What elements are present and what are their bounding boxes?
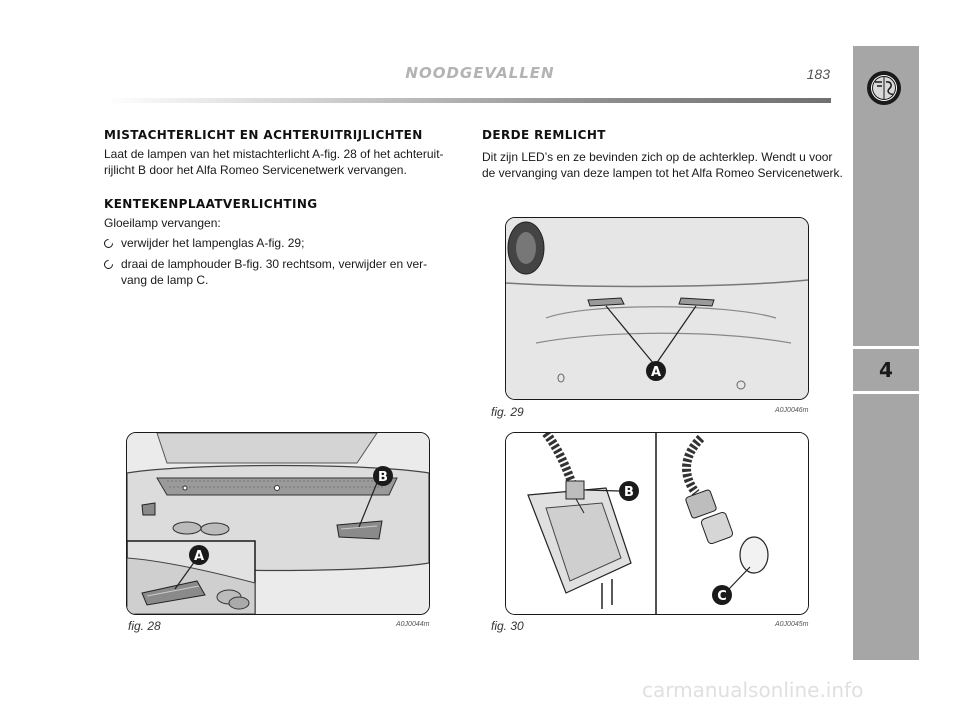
figure-label: fig. 29 [491, 405, 524, 419]
figure-label: fig. 30 [491, 619, 524, 633]
callout-a: A [193, 549, 205, 564]
section-heading-third-brake-light: DERDE REMLICHT [482, 128, 606, 142]
paragraph-line: Dit zijn LED’s en ze bevinden zich op de achterklep. Wendt u voor [482, 150, 833, 164]
callout-b: B [378, 470, 388, 485]
tab-separator [853, 391, 919, 394]
callout-c: C [717, 589, 727, 604]
license-plate-illustration [506, 218, 808, 399]
figure-29-license-plate-area [505, 217, 809, 400]
bullet-icon [102, 237, 115, 250]
list-item-text: draai de lamphouder B-fig. 30 rechtsom, verwijder en ver- [121, 257, 428, 271]
figure-label: fig. 28 [128, 619, 161, 633]
figure-30-lamp-holder [505, 432, 809, 615]
section-heading-license-light: KENTEKENPLAATVERLICHTING [104, 197, 318, 211]
paragraph-line: de vervanging van deze lampen tot het Alfa Romeo Servicenetwerk. [482, 166, 843, 180]
paragraph-line: rijlicht B door het Alfa Romeo Servicenetwerk vervangen. [104, 163, 407, 177]
bullet-icon [102, 258, 115, 271]
callout-a: A [650, 365, 662, 380]
list-item [104, 256, 464, 288]
list-item [104, 235, 464, 251]
rear-bumper-illustration [127, 433, 429, 614]
lamp-holder-illustration [506, 433, 808, 614]
header-rule [104, 98, 831, 103]
paragraph-line: Gloeilamp vervangen: [104, 216, 221, 230]
list-item-text: verwijder het lampenglas A-fig. 29; [121, 236, 305, 250]
figure-code: A0J0044m [396, 621, 430, 628]
figure-code: A0J0045m [775, 621, 809, 628]
figure-28-rear-bumper [126, 432, 430, 615]
chapter-number: 4 [879, 358, 893, 382]
figure-code: A0J0046m [775, 407, 809, 414]
page-number: 183 [806, 66, 830, 82]
alfa-romeo-logo-icon [866, 70, 902, 106]
paragraph-line: Laat de lampen van het mistachterlicht A-fig. 28 of het achteruit- [104, 147, 444, 161]
section-title: NOODGEVALLEN [405, 64, 555, 82]
list-item-text: vang de lamp C. [121, 273, 209, 287]
watermark: carmanualsonline.info [642, 678, 864, 702]
callout-b: B [624, 485, 634, 500]
section-heading-fog-reverse: MISTACHTERLICHT EN ACHTERUITRIJLICHTEN [104, 128, 423, 142]
